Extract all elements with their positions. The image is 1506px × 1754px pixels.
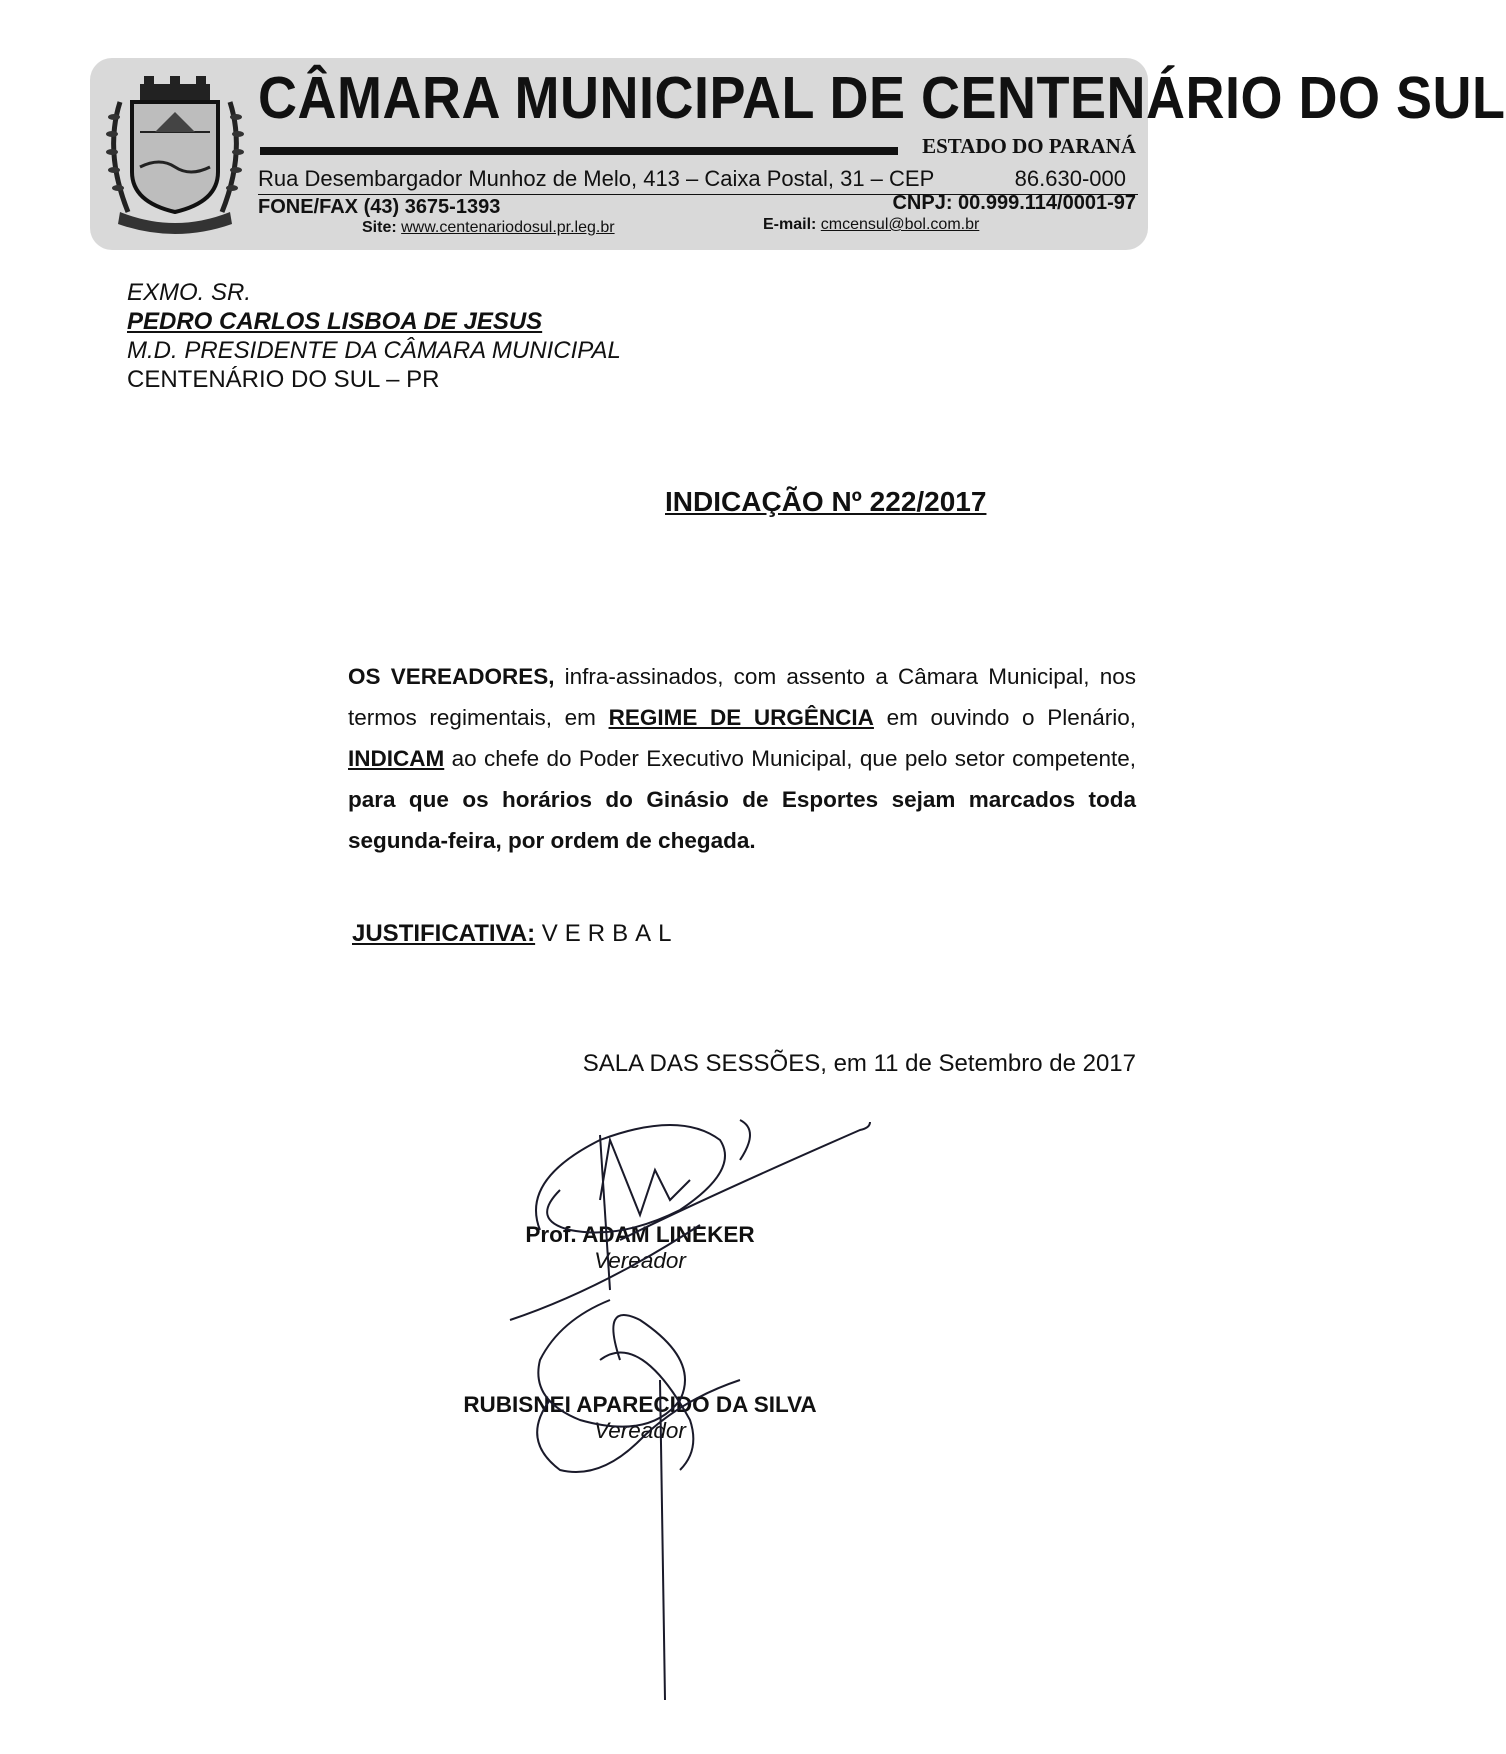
- indicam-label: INDICAM: [348, 746, 445, 771]
- body-paragraph: [130, 656, 1136, 861]
- justification-value: VERBAL: [541, 920, 679, 947]
- letterhead-title: CÂMARA MUNICIPAL DE CENTENÁRIO DO SUL: [258, 65, 1506, 132]
- addressee-city: CENTENÁRIO DO SUL – PR: [127, 366, 440, 393]
- justification-label: JUSTIFICATIVA:: [352, 920, 536, 947]
- letterhead-email: [763, 216, 979, 234]
- body-request: para que os horários do Ginásio de Esportes sejam marcados toda segunda-feira, por ordem de chegada.: [348, 787, 1136, 853]
- email-link[interactable]: cmcensul@bol.com.br: [820, 216, 980, 233]
- body-text-1: infra-assinados, com assento a Câmara Municipal, nos termos regimentais, em: [348, 664, 1136, 730]
- letterhead-phone: FONE/FAX (43) 3675-1393: [258, 196, 501, 218]
- municipal-crest: [100, 72, 250, 240]
- salutation: EXMO. SR.: [127, 279, 252, 306]
- site-link[interactable]: www.centenariodosul.pr.leg.br: [401, 219, 615, 236]
- document-title: INDICAÇÃO Nº 222/2017: [665, 486, 987, 517]
- signatory-name: RUBISNEI APARECIDO DA SILVA: [463, 1392, 817, 1417]
- vereadores-label: OS VEREADORES,: [348, 664, 555, 689]
- letterhead: [90, 58, 1506, 250]
- signature-1-stroke: [536, 1125, 725, 1233]
- signatory-2: [440, 1392, 840, 1444]
- closing-date: SALA DAS SESSÕES, em 11 de Setembro de 2017: [582, 1050, 1136, 1077]
- letterhead-cnpj: CNPJ: 00.999.114/0001-97: [892, 192, 1136, 214]
- justification: [352, 920, 679, 948]
- signatory-role: Vereador: [594, 1248, 686, 1273]
- signatory-1: [505, 1222, 775, 1274]
- addressee-block: [127, 278, 621, 394]
- signatory-name: Prof. ADAM LINEKER: [525, 1222, 755, 1247]
- letterhead-site: [362, 219, 615, 237]
- body-text-2: em ouvindo o Plenário,: [873, 705, 1136, 730]
- letterhead-rule: [260, 147, 898, 155]
- addressee-title: M.D. PRESIDENTE DA CÂMARA MUNICIPAL: [127, 337, 621, 364]
- letterhead-state: ESTADO DO PARANÁ: [922, 134, 1136, 158]
- email-label: E-mail:: [763, 216, 817, 233]
- signatory-role: Vereador: [594, 1418, 686, 1443]
- signature-1-stroke: [600, 1140, 690, 1215]
- addressee-name: PEDRO CARLOS LISBOA DE JESUS: [127, 308, 543, 335]
- site-label: Site:: [362, 219, 397, 236]
- address-text: Rua Desembargador Munhoz de Melo, 413 – Caixa Postal, 31 – CEP: [258, 166, 935, 191]
- address-cep: 86.630-000: [1014, 166, 1126, 191]
- urgency-label: REGIME DE URGÊNCIA: [608, 705, 874, 730]
- signature-1-stroke: [740, 1120, 750, 1160]
- body-text-3: ao chefe do Poder Executivo Municipal, que pelo setor competente,: [444, 746, 1136, 771]
